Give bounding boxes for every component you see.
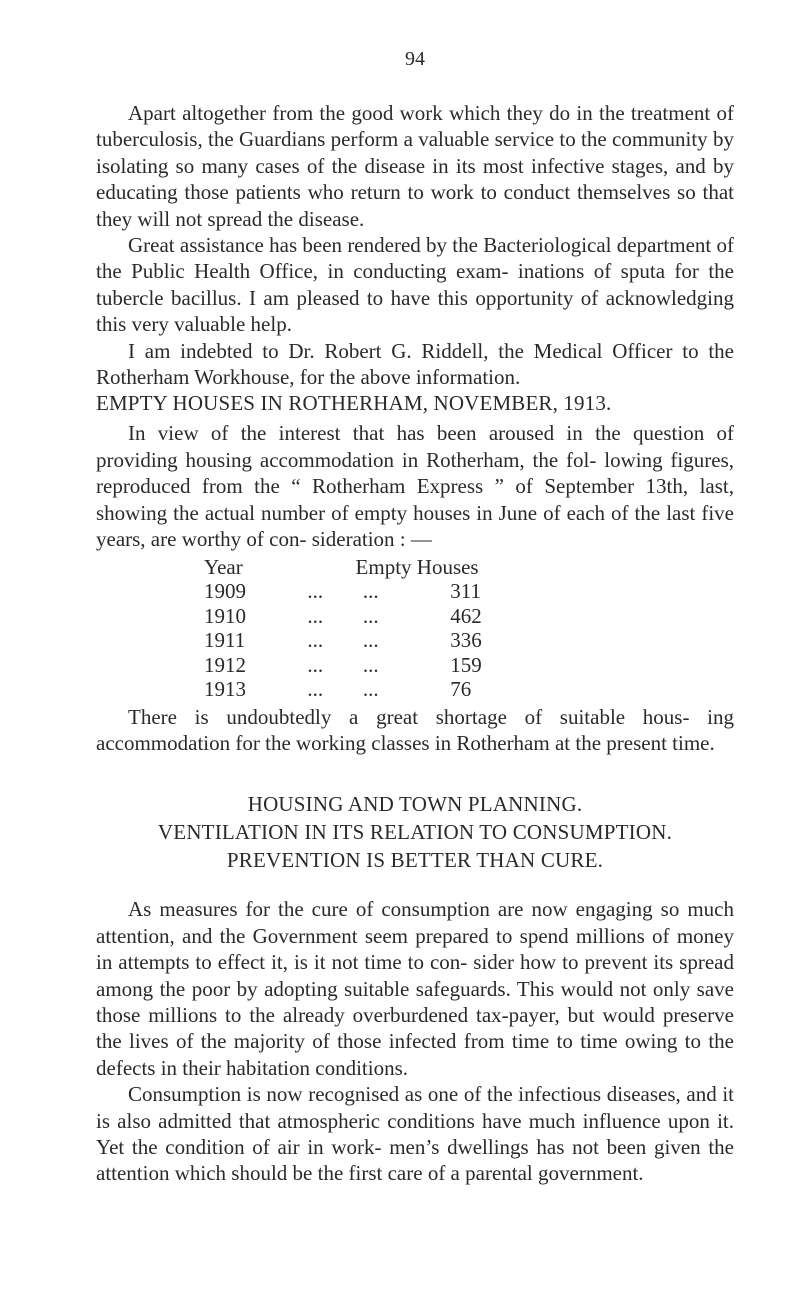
- table-leader-dots: ...: [362, 603, 379, 628]
- heading-housing-town-planning: HOUSING AND TOWN PLANNING.: [247, 792, 583, 817]
- table-leader-dots: ...: [362, 677, 379, 701]
- document-page: [96, 48, 734, 1187]
- table-cell-year: 1910: [204, 603, 246, 628]
- paragraph-empty-houses-intro: In view of the interest that has been aroused in the question of providing housing accommodation in Rotherham, the fol- lowing figures, reproduced from the “ Rotherham Express ” of September 13th, last, showing the actual number of empty houses in June of each of the last five years, are worthy of con- sideration : —: [96, 421, 734, 552]
- table-row: [204, 604, 622, 629]
- table-leader-dots: ...: [307, 579, 324, 603]
- table-leader-dots: ...: [362, 579, 379, 603]
- table-cell-year: 1911: [204, 628, 246, 652]
- table-cell-year: 1909: [204, 579, 246, 603]
- table-header-row: [204, 555, 622, 580]
- table-row: [204, 653, 622, 678]
- table-cell-value: 336: [450, 628, 482, 652]
- table-row: [204, 628, 622, 653]
- section-headings: [96, 790, 734, 874]
- table-leader-dots: ...: [362, 652, 379, 677]
- table-leader-dots: ...: [307, 628, 324, 652]
- table-row: [204, 677, 622, 702]
- page-number: 94: [405, 48, 425, 70]
- heading-prevention: PREVENTION IS BETTER THAN CURE.: [226, 848, 604, 873]
- table-cell-year: 1913: [204, 677, 246, 701]
- empty-houses-table: [204, 555, 734, 702]
- empty-houses-heading: EMPTY HOUSES IN ROTHERHAM, NOVEMBER, 1913.: [96, 391, 612, 416]
- table-leader-dots: ...: [307, 652, 324, 677]
- table-cell-value: 311: [450, 579, 481, 603]
- table-cell-value: 76: [450, 677, 472, 701]
- table-leader-dots: ...: [362, 628, 379, 652]
- table-cell-year: 1912: [204, 652, 246, 677]
- table-cell-value: 159: [450, 652, 482, 677]
- paragraph-consumption-measures: As measures for the cure of consumption are now engaging so much attention, and the Government seem prepared to spend millions of money in attempts to effect it, is it not time to con- sider how to prevent its spread among the poor by adopting suitable safeguards. This would not only save those millions to the already overburdened tax-payer, but would preserve the lives of the majority of those infected from time to time owing to the defects in their habitation conditions.: [96, 897, 734, 1080]
- table-leader-dots: ...: [307, 603, 324, 628]
- column-header-empty-houses: Empty Houses: [355, 554, 479, 579]
- heading-ventilation: VENTILATION IN ITS RELATION TO CONSUMPTION.: [157, 820, 673, 845]
- paragraph-indebted: I am indebted to Dr. Robert G. Riddell, the Medical Officer to the Rotherham Workhouse, for the above information.: [96, 338, 734, 390]
- table-leader-dots: ...: [307, 677, 324, 701]
- table-cell-value: 462: [450, 603, 482, 628]
- paragraph-bacteriological: Great assistance has been rendered by the Bacteriological department of the Public Health Office, in conducting exam- inations of sputa for the tubercle bacillus. I am pleased to have this opportunity of acknowledging this very valuable help.: [96, 233, 734, 337]
- column-header-year: Year: [204, 554, 243, 579]
- paragraph-shortage: There is undoubtedly a great shortage of suitable hous- ing accommodation for the working classes in Rotherham at the present time.: [96, 704, 734, 755]
- paragraph-guardians: Apart altogether from the good work which they do in the treatment of tuberculosis, the Guardians perform a valuable service to the community by isolating so many cases of the disease in its most infective stages, and by educating those patients who return to work to conduct themselves so that they will not spread the disease.: [96, 101, 734, 231]
- table-row: [204, 579, 622, 604]
- paragraph-consumption-infectious: Consumption is now recognised as one of the infectious diseases, and it is also admitted that atmospheric conditions have much influence upon it. Yet the condition of air in work- men’s dwellings has not been given the attention which should be the first care of a parental government.: [96, 1082, 734, 1186]
